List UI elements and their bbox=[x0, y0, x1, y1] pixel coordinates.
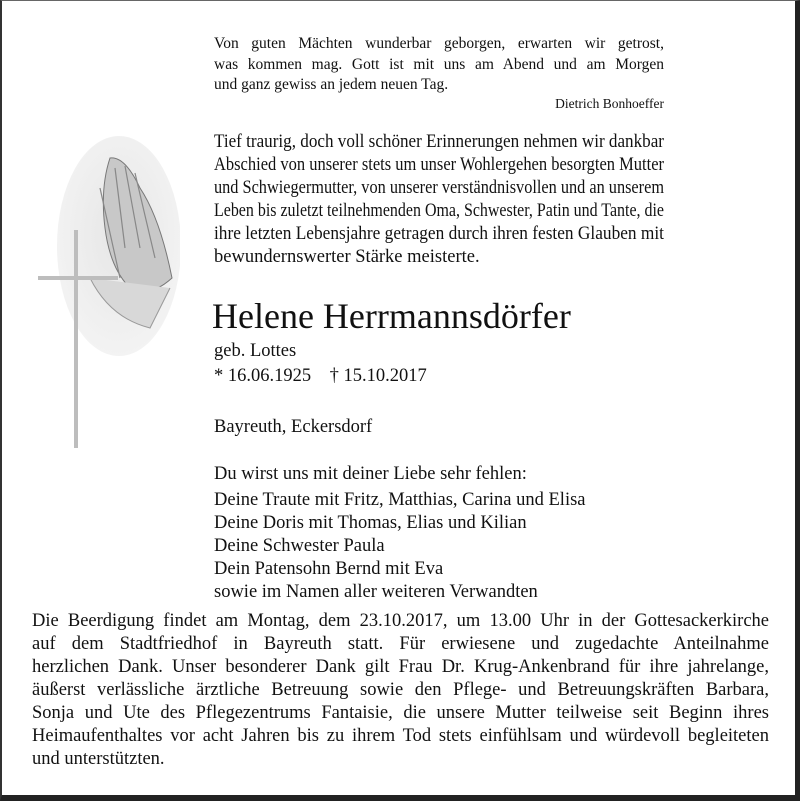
funeral-line: herzlichen Dank. Unser besonderer Dank gilt Frau Dr. Krug-Ankenbrand für ihre jahrelange, bbox=[32, 657, 769, 677]
mourner-line: Deine Doris mit Thomas, Elias und Kilian bbox=[214, 513, 527, 533]
intro-line: Leben bis zuletzt teilnehmenden Oma, Schwester, Patin und Tante, die bbox=[214, 201, 664, 221]
mourner-line: Dein Patensohn Bernd mit Eva bbox=[214, 559, 444, 579]
deceased-name: Helene Herrmannsdörfer bbox=[212, 296, 571, 336]
intro-line: Abschied von unserer stets um unser Wohlergehen besorgten Mutter bbox=[214, 155, 664, 175]
quote-line: und ganz gewiss an jedem neuen Tag. bbox=[214, 76, 449, 93]
intro-line: und Schwiegermutter, von unserer verständnisvollen und an unserem bbox=[214, 178, 664, 198]
funeral-line: äußerst verlässliche ärztliche Betreuung sowie den Pflege- und Betreuungskräften Barbara, bbox=[32, 680, 769, 700]
funeral-line: und unterstützten. bbox=[32, 749, 165, 769]
funeral-line: Die Beerdigung findet am Montag, dem 23.10.2017, um 13.00 Uhr in der Gottesackerkirche bbox=[32, 611, 769, 631]
mourners-heading: Du wirst uns mit deiner Liebe sehr fehlen: bbox=[214, 464, 527, 484]
intro-line: Tief traurig, doch voll schöner Erinnerungen nehmen wir dankbar bbox=[214, 132, 664, 152]
quote-author: Dietrich Bonhoeffer bbox=[555, 96, 664, 111]
place: Bayreuth, Eckersdorf bbox=[214, 417, 373, 437]
funeral-line: Heimaufenthaltes vor acht Jahren bis zu ihrem Tod stets einfühlsam und würdevoll begleiteten bbox=[32, 726, 769, 746]
mourner-line: Deine Schwester Paula bbox=[214, 536, 385, 556]
quote-line: was kommen mag. Gott ist mit uns am Abend und am Morgen bbox=[214, 56, 664, 73]
intro-line: bewundernswerter Stärke meisterte. bbox=[214, 247, 480, 267]
praying-hands-cross-icon bbox=[30, 128, 180, 448]
life-dates: * 16.06.1925 † 15.10.2017 bbox=[214, 366, 427, 386]
funeral-line: auf dem Stadtfriedhof in Bayreuth statt. Für erwiesene und zugedachte Anteilnahme bbox=[32, 634, 769, 654]
mourner-line: Deine Traute mit Fritz, Matthias, Carina und Elisa bbox=[214, 490, 586, 510]
mourner-line: sowie im Namen aller weiteren Verwandten bbox=[214, 582, 538, 602]
intro-line: ihre letzten Lebensjahre getragen durch ihren festen Glauben mit bbox=[214, 224, 664, 244]
quote-line: Von guten Mächten wunderbar geborgen, erwarten wir getrost, bbox=[214, 35, 664, 52]
maiden-name: geb. Lottes bbox=[214, 341, 297, 361]
funeral-line: Sonja und Ute des Pflegezentrums Fantaisie, die unsere Mutter teilweise seit Beginn ihres bbox=[32, 703, 769, 723]
